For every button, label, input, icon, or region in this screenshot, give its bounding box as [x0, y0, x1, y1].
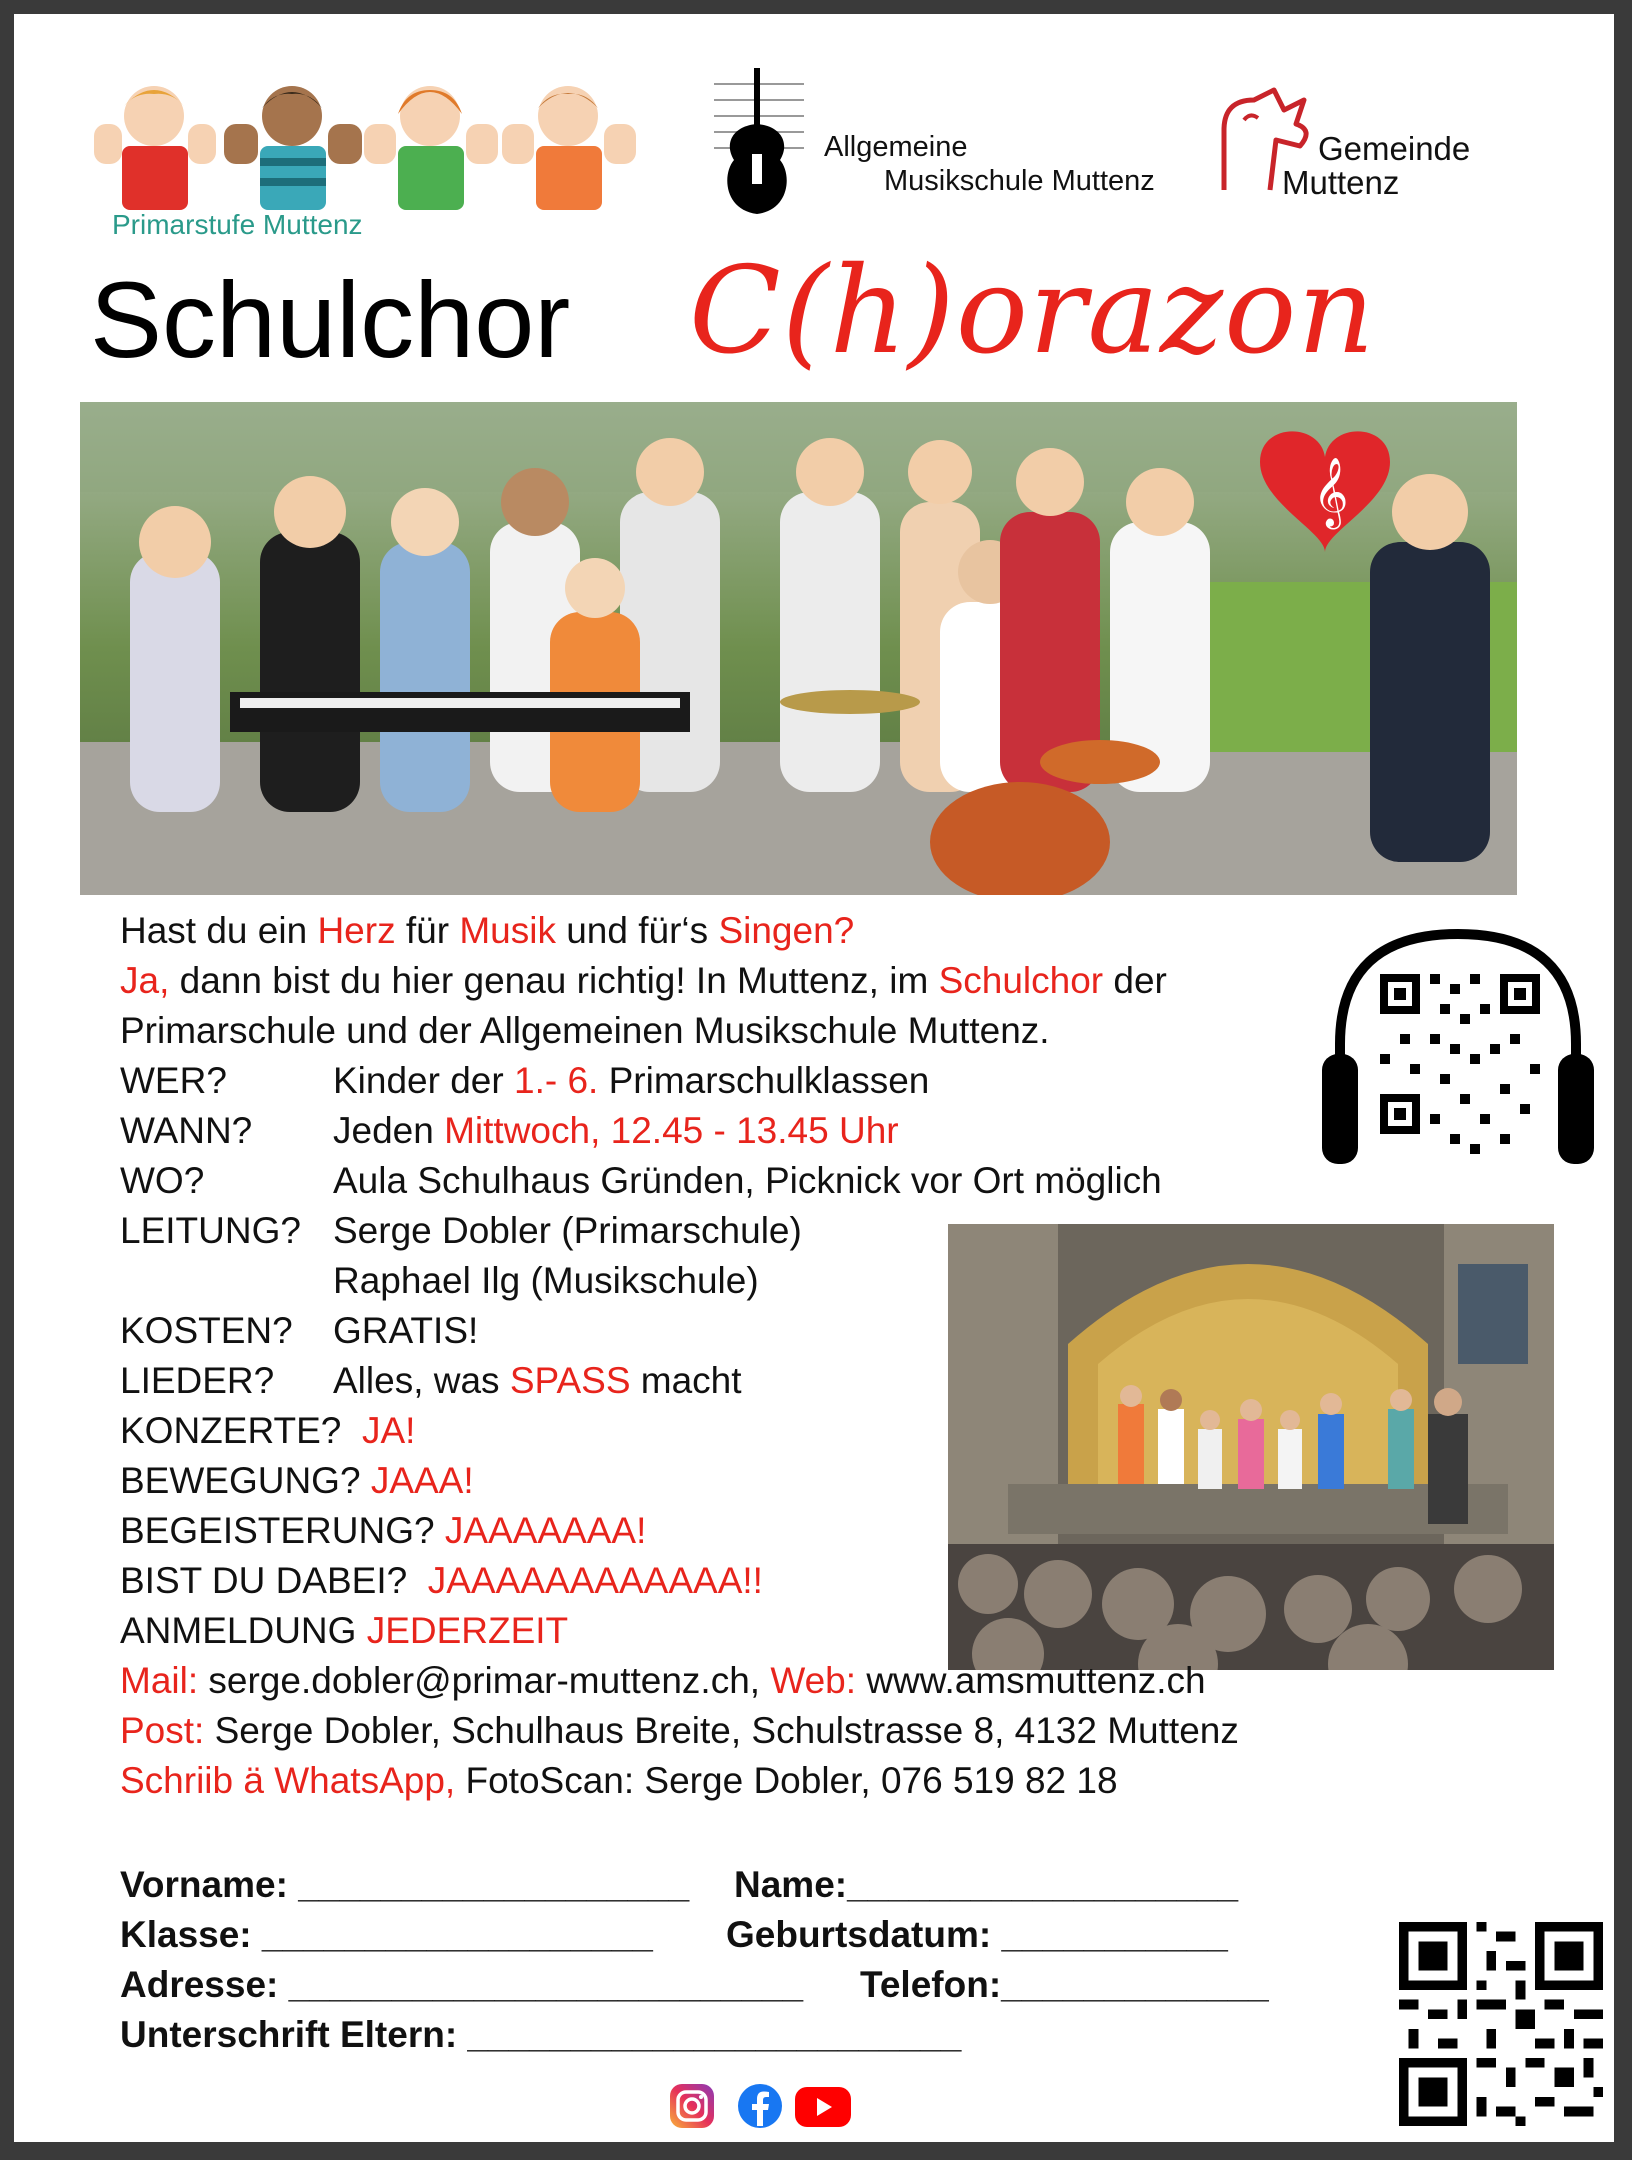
wann-label: WANN? [120, 1110, 253, 1151]
page-title: Schulchor [90, 259, 571, 380]
qr-code[interactable] [1399, 1922, 1603, 2126]
dabei-row: BIST DU DABEI? JAAAAAAAAAAAA!! [120, 1560, 763, 1601]
mail-link[interactable]: serge.dobler@primar-muttenz.ch, [198, 1660, 771, 1701]
kosten-value: GRATIS! [333, 1310, 479, 1351]
begeisterung-row: BEGEISTERUNG? JAAAAAAA! [120, 1510, 647, 1551]
choir-band-photo [80, 402, 1517, 895]
wer-value: Kinder der 1.- 6. Primarschulklassen [333, 1060, 930, 1101]
instagram-icon[interactable] [668, 2082, 716, 2130]
kid-figure-3 [364, 86, 498, 210]
municipality-name: Gemeinde Muttenz [1282, 130, 1471, 201]
kid-figure-4 [502, 86, 636, 210]
headphones-qr-icon [1310, 914, 1606, 1184]
kosten-label: KOSTEN? [120, 1310, 293, 1351]
contact-whatsapp: Schriib ä WhatsApp, FotoScan: Serge Dobler, 076 519 82 18 [120, 1760, 1118, 1801]
choir-brand-title: C(h)orazon [689, 242, 1376, 381]
leitung-value-2: Raphael Ilg (Musikschule) [333, 1260, 759, 1301]
leitung-label: LEITUNG? [120, 1210, 301, 1251]
form-geburtsdatum-field[interactable]: Geburtsdatum: ___________ [726, 1914, 1228, 1955]
contact-mail-web: Mail: serge.dobler@primar-muttenz.ch, Web: www.amsmuttenz.ch [120, 1660, 1206, 1701]
facebook-icon[interactable] [736, 2082, 784, 2130]
contact-post: Post: Serge Dobler, Schulhaus Breite, Schulstrasse 8, 4132 Muttenz [120, 1710, 1239, 1751]
form-name-field[interactable]: Name:___________________ [734, 1864, 1239, 1905]
intro-line-1: Hast du ein Herz für Musik und für‘s Singen? [120, 910, 855, 951]
kid-figure-1 [94, 86, 216, 210]
anmeldung-row: ANMELDUNG JEDERZEIT [120, 1610, 569, 1651]
youtube-icon[interactable] [794, 2086, 852, 2128]
wo-label: WO? [120, 1160, 205, 1201]
lieder-label: LIEDER? [120, 1360, 275, 1401]
bewegung-row: BEWEGUNG? JAAA! [120, 1460, 474, 1501]
music-school-name: Allgemeine Musikschule Muttenz [824, 131, 1155, 197]
form-adresse-field[interactable]: Adresse: _________________________ [120, 1964, 804, 2005]
wo-value: Aula Schulhaus Gründen, Picknick vor Ort möglich [333, 1160, 1162, 1201]
svg-text:𝄞: 𝄞 [1313, 457, 1349, 527]
kid-figure-2 [224, 86, 362, 210]
konzerte-row: KONZERTE? JA! [120, 1410, 416, 1451]
leitung-value-1: Serge Dobler (Primarschule) [333, 1210, 802, 1251]
form-unterschrift-field[interactable]: Unterschrift Eltern: ________________________ [120, 2014, 962, 2055]
lieder-value: Alles, was SPASS macht [333, 1360, 742, 1401]
form-vorname-field[interactable]: Vorname: ___________________ [120, 1864, 690, 1905]
web-link[interactable]: www.amsmuttenz.ch [856, 1660, 1206, 1701]
wer-label: WER? [120, 1060, 227, 1101]
form-klasse-field[interactable]: Klasse: ___________________ [120, 1914, 653, 1955]
choir-concert-photo [948, 1224, 1554, 1670]
primarstufe-label: Primarstufe Muttenz [112, 209, 363, 240]
cello-icon [714, 64, 804, 224]
flyer-page [14, 14, 1614, 2142]
wann-value: Jeden Mittwoch, 12.45 - 13.45 Uhr [333, 1110, 899, 1151]
intro-line-3: Primarschule und der Allgemeinen Musikschule Muttenz. [120, 1010, 1050, 1051]
form-telefon-field[interactable]: Telefon:_____________ [860, 1964, 1269, 2005]
intro-line-2: Ja, dann bist du hier genau richtig! In Muttenz, im Schulchor der [120, 960, 1167, 1001]
